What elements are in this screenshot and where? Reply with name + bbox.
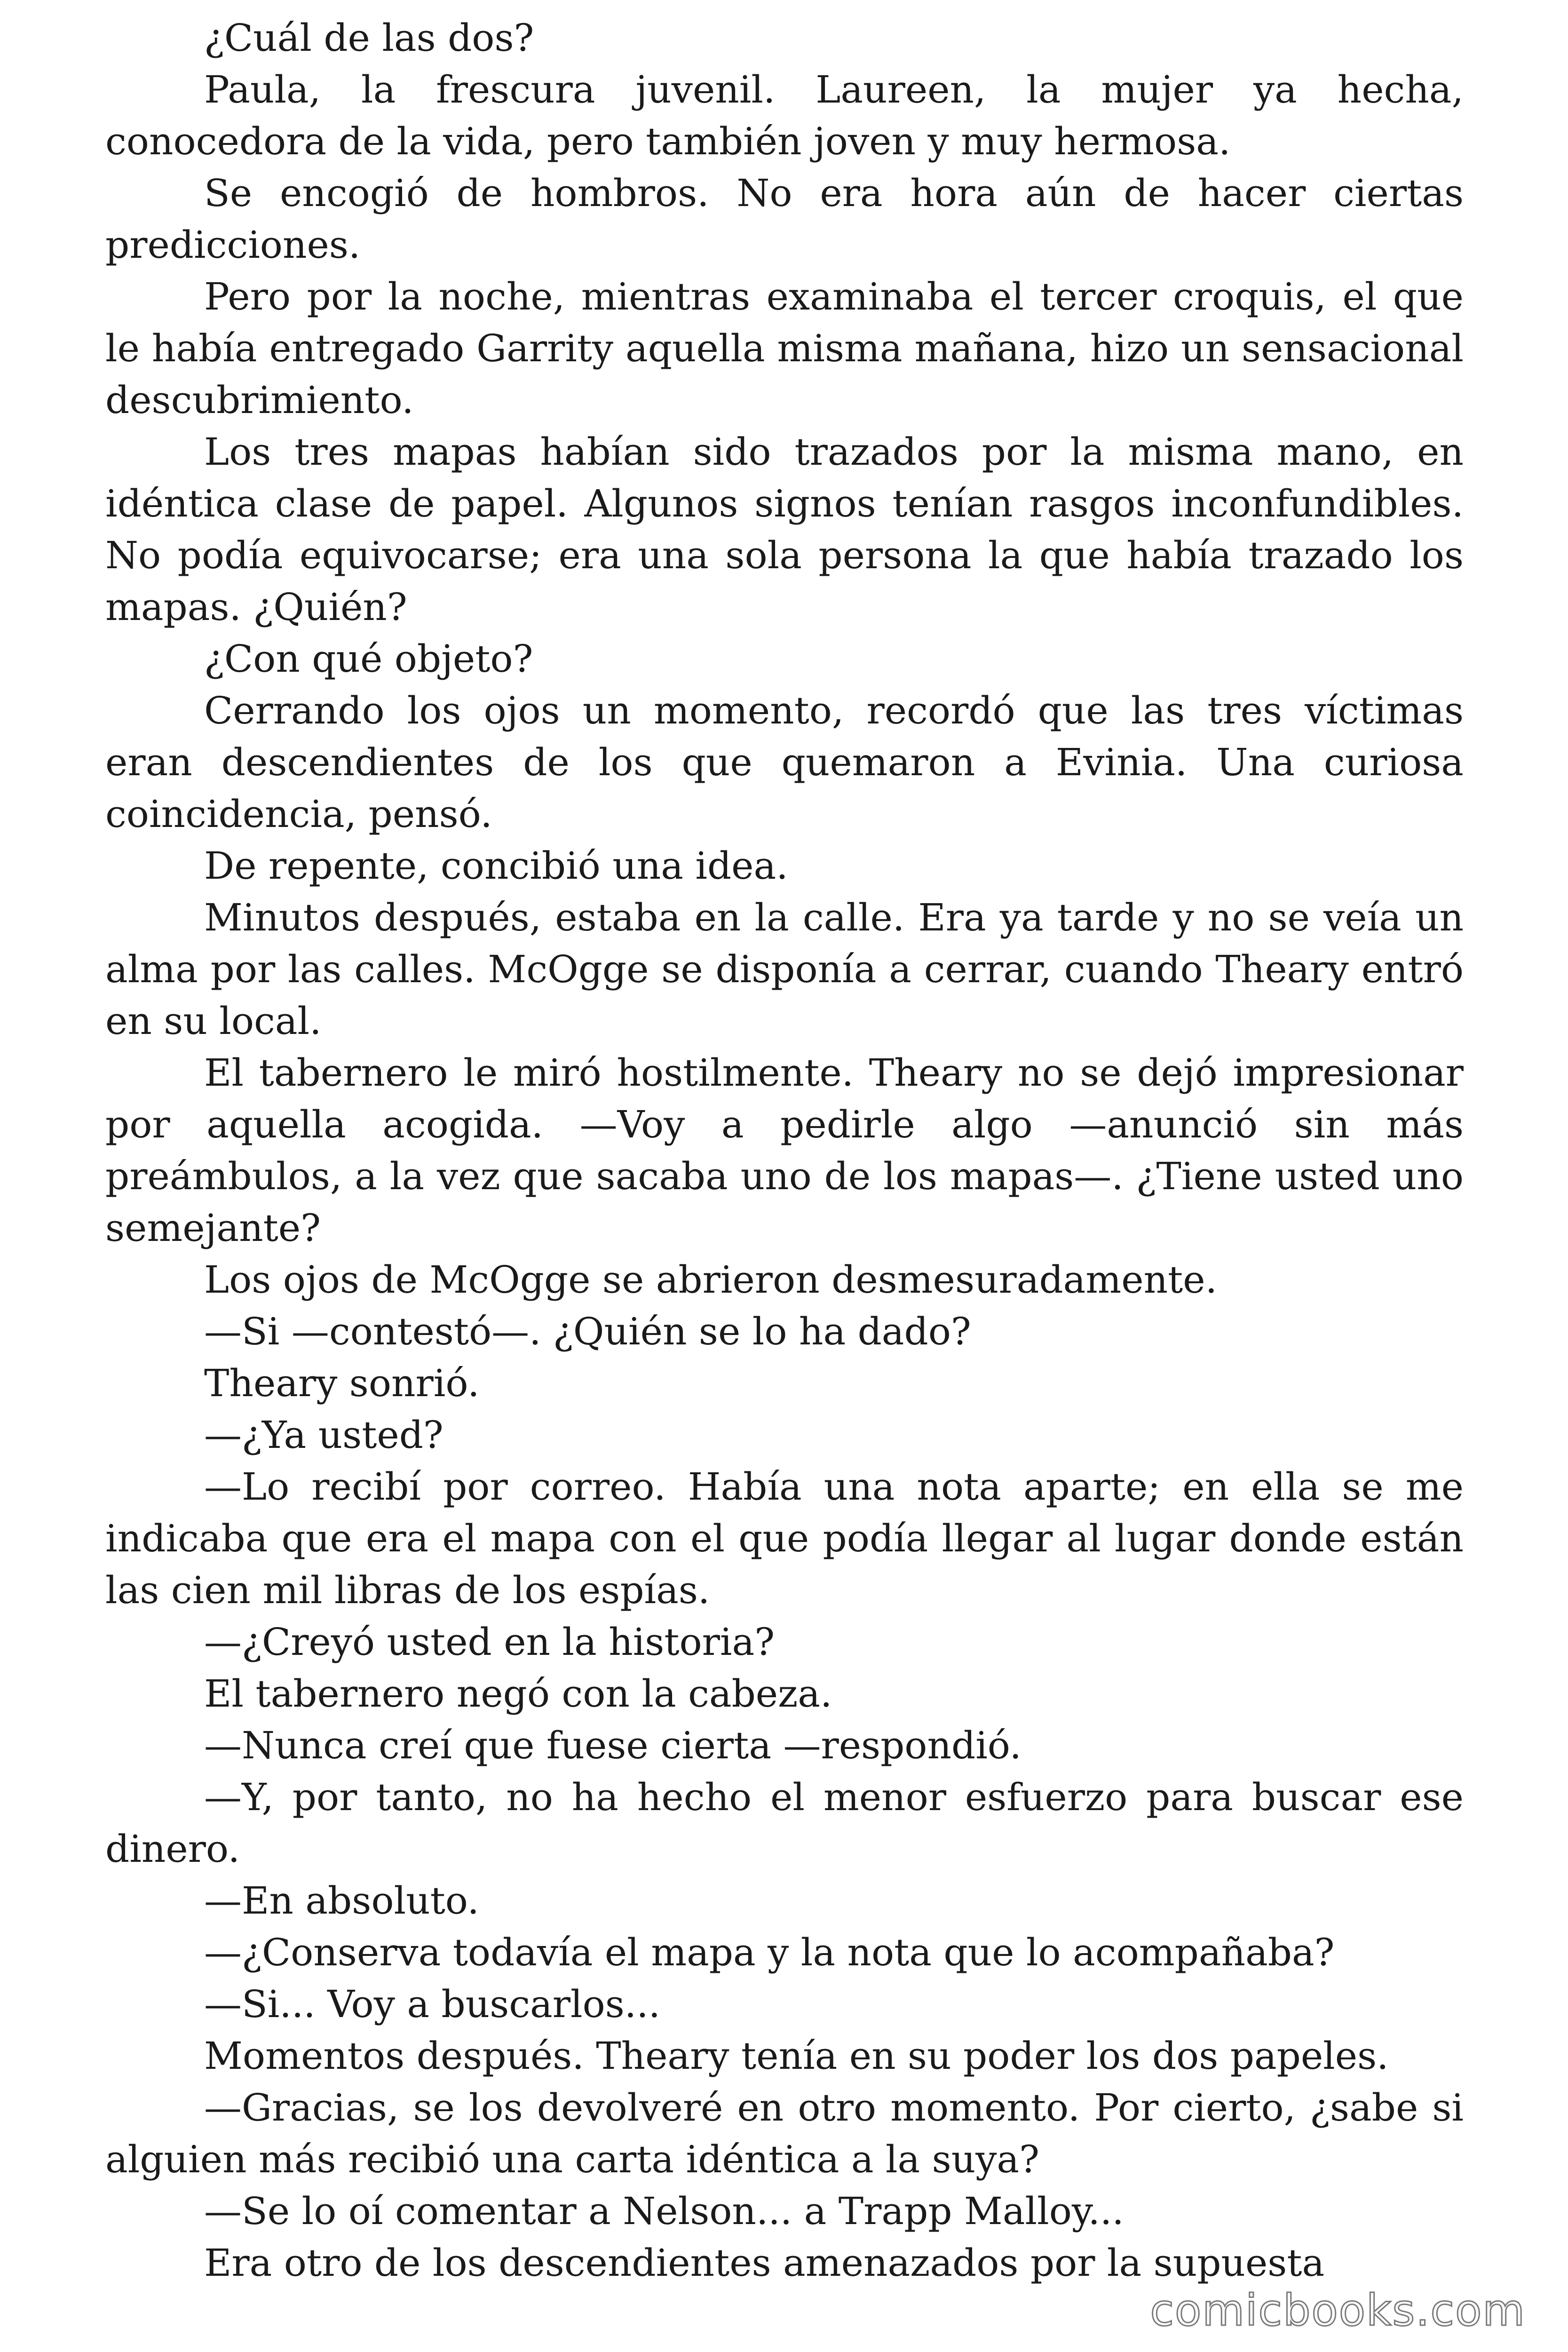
paragraph: De repente, concibió una idea.	[204, 844, 788, 888]
paragraph: Se encogió de hombros. No era hora aún de hacer ciertas predicciones.	[105, 171, 1464, 267]
paragraph: —En absoluto.	[204, 1879, 479, 1923]
paragraph: —¿Creyó usted en la historia?	[204, 1620, 775, 1664]
paragraph: —Si... Voy a buscarlos...	[204, 1982, 661, 2026]
paragraph: Cerrando los ojos un momento, recordó que las tres víctimas eran descendientes de los que quemaron a Evinia. Una curiosa coincidencia, pensó.	[105, 689, 1464, 836]
paragraph: El tabernero negó con la cabeza.	[204, 1672, 832, 1716]
paragraph: —Y, por tanto, no ha hecho el menor esfuerzo para buscar ese dinero.	[105, 1775, 1464, 1871]
paragraph: —Gracias, se los devolveré en otro momento. Por cierto, ¿sabe si alguien más recibió una carta idéntica a la suya?	[105, 2086, 1464, 2181]
paragraph: —Lo recibí por correo. Había una nota aparte; en ella se me indicaba que era el mapa con el que podía llegar al lugar donde están las cien mil libras de los espías.	[105, 1465, 1464, 1612]
paragraph: —Si —contestó—. ¿Quién se lo ha dado?	[204, 1310, 971, 1353]
paragraph: ¿Cuál de las dos?	[204, 16, 534, 60]
paragraph: —¿Ya usted?	[204, 1413, 443, 1457]
watermark-logo: comicbooks.com	[1150, 2285, 1526, 2336]
paragraph: —Nunca creí que fuese cierta —respondió.	[204, 1724, 1022, 1767]
body-text	[105, 12, 1464, 2289]
paragraph: Los ojos de McOgge se abrieron desmesuradamente.	[204, 1258, 1218, 1302]
paragraph: Los tres mapas habían sido trazados por la misma mano, en idéntica clase de papel. Algunos signos tenían rasgos inconfundibles. No podía equivocarse; era una sola persona la que había trazado los mapas. ¿Quién?	[105, 430, 1464, 629]
paragraph: Theary sonrió.	[204, 1361, 480, 1405]
paragraph: Era otro de los descendientes amenazados por la supuesta	[204, 2241, 1325, 2285]
paragraph: Paula, la frescura juvenil. Laureen, la mujer ya hecha, conocedora de la vida, pero también joven y muy hermosa.	[105, 68, 1464, 163]
paragraph: Momentos después. Theary tenía en su poder los dos papeles.	[204, 2034, 1389, 2078]
paragraph: Minutos después, estaba en la calle. Era ya tarde y no se veía un alma por las calles. McOgge se disponía a cerrar, cuando Theary entró en su local.	[105, 896, 1464, 1043]
paragraph: Pero por la noche, mientras examinaba el tercer croquis, el que le había entregado Garrity aquella misma mañana, hizo un sensacional descubrimiento.	[105, 275, 1464, 422]
paragraph: ¿Con qué objeto?	[204, 637, 533, 681]
paragraph: —Se lo oí comentar a Nelson... a Trapp Malloy...	[204, 2189, 1124, 2233]
paragraph: —¿Conserva todavía el mapa y la nota que lo acompañaba?	[204, 1931, 1335, 1974]
paragraph: El tabernero le miró hostilmente. Theary no se dejó impresionar por aquella acogida. —Voy a pedirle algo —anunció sin más preámbulos, a la vez que sacaba uno de los mapas—. ¿Tiene usted uno semejante?	[105, 1051, 1464, 1250]
